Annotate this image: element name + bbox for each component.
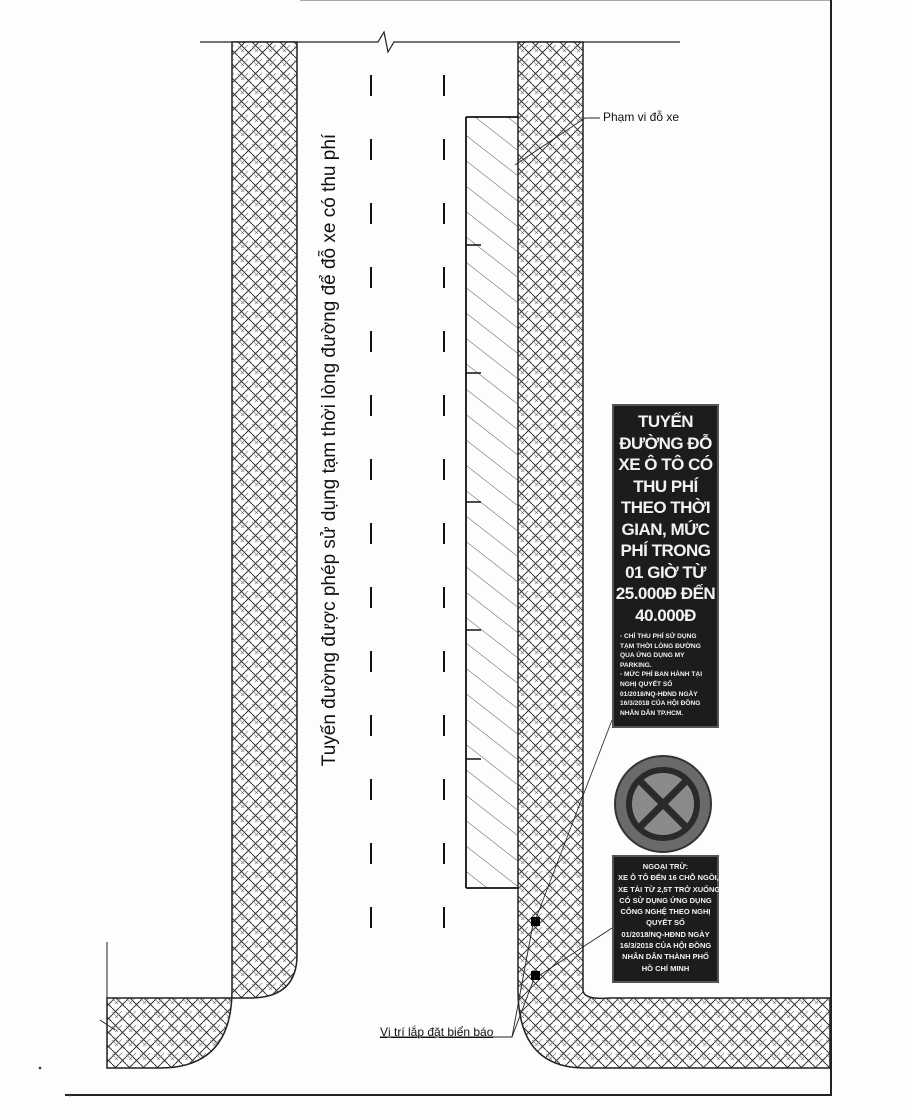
- exception-sign: [612, 855, 719, 983]
- exception-line: XE TẢI TỪ 2,5T TRỞ XUỐNG: [618, 884, 721, 894]
- exception-line: 01/2018/NQ-HĐND NGÀY: [621, 929, 710, 939]
- sign-title-line: ĐƯỜNG ĐỖ: [619, 433, 712, 453]
- sign-post-marker: [531, 971, 540, 980]
- toll-parking-sign-notes: [614, 632, 717, 718]
- exception-line: XE Ô TÔ ĐẾN 16 CHỖ NGỒI,: [618, 873, 719, 883]
- no-stopping-icon: [615, 756, 711, 852]
- exception-line: 16/3/2018 CỦA HỘI ĐỒNG: [619, 941, 712, 951]
- sign-note: - MỨC PHÍ BAN HÀNH TẠI NGHỊ QUYẾT SỐ 01/2018/NQ-HĐND NGÀY 16/3/2018 CỦA HỘI ĐỒNG NHÂN DÂN TP.HCM.: [620, 671, 703, 717]
- sign-title-line: 25.000Đ ĐẾN: [615, 584, 716, 603]
- exception-line: NGOẠI TRỪ:: [642, 862, 689, 871]
- toll-parking-sign-title: [614, 411, 717, 626]
- sign-title-line: GIAN, MỨC: [621, 519, 710, 539]
- toll-parking-sign: [612, 404, 719, 728]
- sign-title-line: THEO THỜI: [620, 498, 711, 517]
- sign-position-label: Vị trí lắp đặt biển báo: [380, 1025, 494, 1039]
- sign-note: - CHỈ THU PHÍ SỬ DỤNG TẠM THỜI LÒNG ĐƯỜNG QUA ỨNG DỤNG MY PARKING.: [620, 633, 701, 669]
- parking-area-label: Phạm vi đỗ xe: [603, 110, 680, 124]
- vertical-route-title: Tuyến đường được phép sử dụng tạm thời lòng đường để đỗ xe có thu phí: [319, 133, 340, 767]
- sign-title-line: 40.000Đ: [635, 605, 696, 625]
- sign-title-line: 01 GIỜ TỪ: [625, 562, 706, 582]
- sign-title-line: XE Ô TÔ CÓ: [618, 455, 713, 474]
- exception-line: QUYẾT SỐ: [646, 918, 685, 928]
- sign-title-line: THU PHÍ: [633, 476, 698, 496]
- exception-line: NHÂN DÂN THÀNH PHỐ: [622, 952, 709, 962]
- sign-post-marker: [531, 917, 540, 926]
- sign-title-line: TUYẾN: [637, 412, 694, 431]
- exception-line: HỒ CHÍ MINH: [641, 963, 690, 973]
- exception-line: CÓ SỬ DỤNG ỨNG DỤNG: [619, 895, 712, 905]
- exception-line: CÔNG NGHỆ THEO NGHỊ: [620, 907, 711, 917]
- lane-markings: [371, 75, 444, 928]
- left-sidewalk: [107, 42, 297, 1068]
- sign-title-line: PHÍ TRONG: [620, 541, 711, 560]
